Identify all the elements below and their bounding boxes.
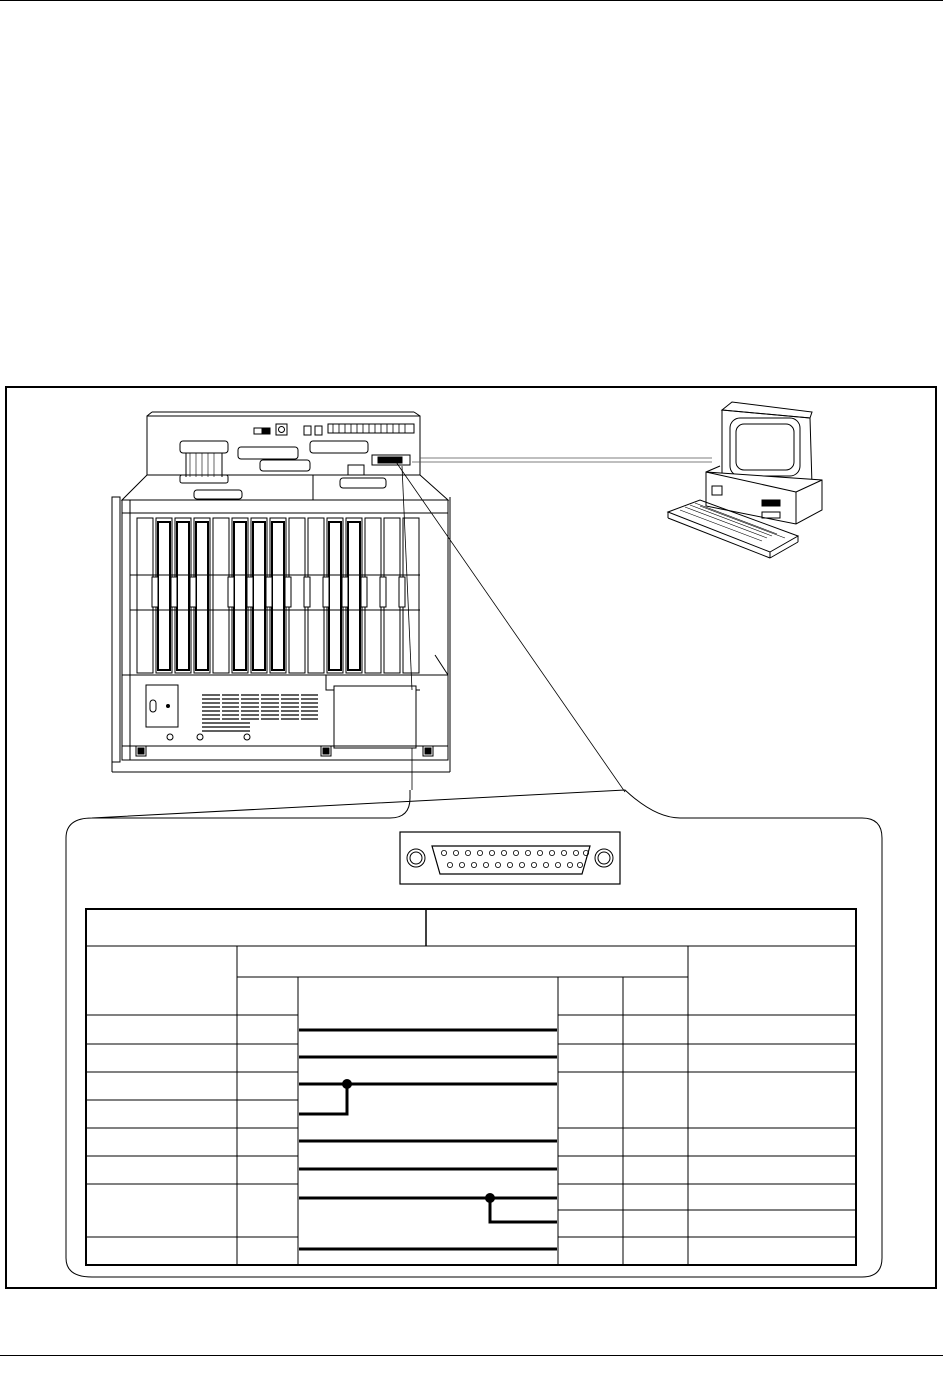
card-slots [137, 518, 419, 673]
wiring-table [86, 909, 856, 1265]
controller-rack-icon [112, 412, 450, 772]
desktop-computer-icon [412, 402, 822, 558]
jumper-node [485, 1193, 495, 1203]
db25-connector-icon [400, 832, 620, 884]
jumper-node [342, 1079, 352, 1089]
